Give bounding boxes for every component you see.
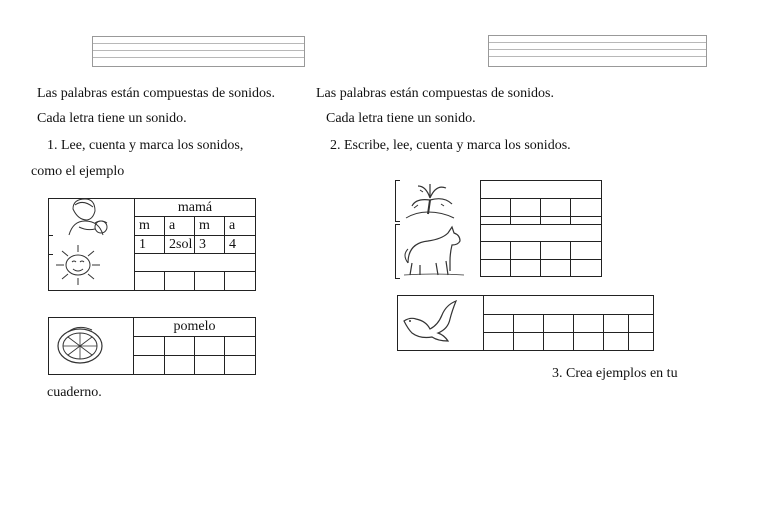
empty-cell [480,224,602,242]
empty-cell [133,355,165,375]
empty-cell [224,271,256,291]
empty-cell [603,314,629,333]
letter-cell [134,216,165,236]
empty-cell [483,314,514,333]
cat-image [400,223,466,277]
row-bracket [48,235,53,255]
empty-cell [483,332,514,351]
empty-cell [603,332,629,351]
empty-cell [540,198,571,217]
task2-instruction: 2. Escribe, lee, cuenta y marca los sonidos. [330,138,571,153]
empty-cell [543,332,574,351]
empty-cell [164,271,195,291]
word-mama: mamá [177,200,213,215]
empty-cell [224,336,256,356]
empty-cell [224,355,256,375]
empty-cell [164,355,195,375]
empty-cell [570,241,602,260]
empty-cell [194,336,225,356]
empty-cell [628,332,654,351]
letter-m1: m [139,218,150,233]
empty-cell [540,259,571,277]
left-intro-line2: Cada letra tiene un sonido. [37,111,187,126]
right-intro-line2: Cada letra tiene un sonido. [326,111,476,126]
number-cell [194,235,225,254]
task3-instruction: 3. Crea ejemplos en tu [552,366,678,381]
empty-cell [480,180,602,199]
letter-cell [224,216,256,236]
empty-cell [543,314,574,333]
empty-cell [480,259,511,277]
right-intro-line1: Las palabras están compuestas de sonidos. [316,86,554,101]
empty-cell [570,259,602,277]
grapefruit-image [54,322,116,366]
mother-child-image [53,197,133,237]
empty-cell [510,198,541,217]
number-2: 2 [169,237,176,252]
number-cell [224,235,256,254]
empty-cell [480,198,511,217]
sun-image [50,243,110,287]
empty-cell [134,271,165,291]
empty-cell [570,198,602,217]
empty-cell [164,336,195,356]
footer-cuaderno: cuaderno. [47,385,102,400]
word-pomelo-cell [133,317,256,337]
empty-cell [513,332,544,351]
number-3: 3 [199,237,206,252]
empty-cell [480,241,511,260]
task1-instruction: 1. Lee, cuenta y marca los sonidos, [47,138,244,153]
letter-a2: a [229,218,236,233]
tree-image [400,180,462,220]
number-1: 1 [139,237,146,252]
empty-cell [628,314,654,333]
empty-cell [194,271,225,291]
empty-cell [134,253,256,272]
number-cell [164,235,195,254]
writing-lines-right [488,35,707,67]
task1-continuation: como el ejemplo [31,164,125,179]
word-pomelo: pomelo [173,319,216,334]
letter-m2: m [199,218,210,233]
letter-cell [194,216,225,236]
empty-cell [573,314,604,333]
empty-cell [573,332,604,351]
empty-cell [540,241,571,260]
empty-cell [510,259,541,277]
empty-cell [194,355,225,375]
empty-cell [510,241,541,260]
number-cell [134,235,165,254]
empty-cell [513,314,544,333]
empty-cell [483,295,654,315]
letter-cell [164,216,195,236]
writing-lines-left [92,36,305,67]
number-4: 4 [229,237,236,252]
word-mama-cell [134,198,256,217]
empty-cell [133,336,165,356]
letter-a1: a [169,218,176,233]
left-intro-line1: Las palabras están compuestas de sonidos. [37,86,275,101]
word-sol: sol [176,237,193,252]
dove-image [400,299,462,347]
